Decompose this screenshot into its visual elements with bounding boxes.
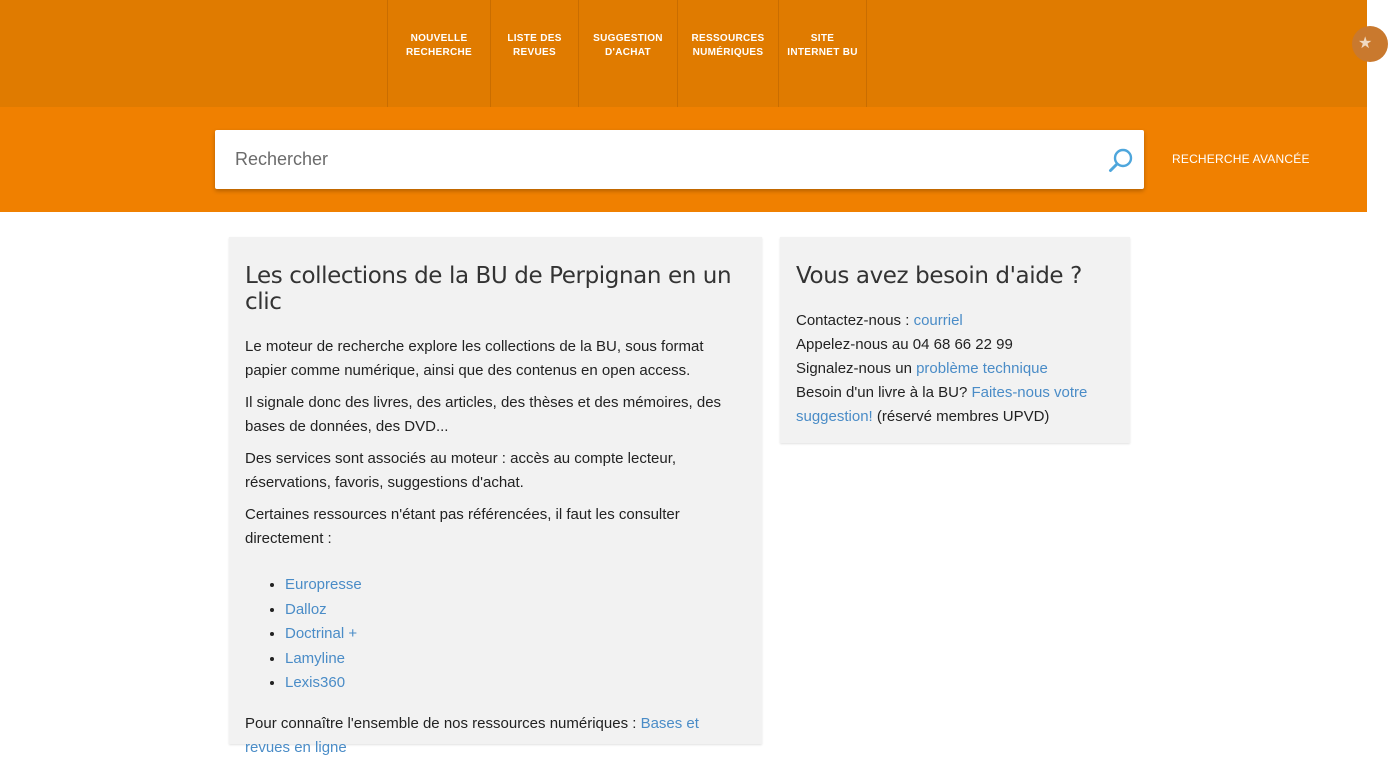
collections-paragraph: Certaines ressources n'étant pas référencées, il faut les consulter directement : — [245, 506, 680, 547]
collections-card — [229, 237, 762, 756]
link-bases-revues[interactable]: Bases et revues en ligne — [245, 714, 699, 756]
help-title: Vous avez besoin d'aide ? — [796, 263, 1082, 289]
link-dalloz[interactable]: Dalloz — [285, 600, 327, 618]
help-phone: Appelez-nous au 04 68 66 22 99 — [796, 336, 1013, 353]
collections-paragraph: Le moteur de recherche explore les collections de la BU, sous format papier comme numérique, ainsi que des contenus en open access. — [245, 338, 704, 379]
link-europresse[interactable]: Europresse — [285, 576, 362, 593]
nav-menu — [387, 0, 867, 107]
nav-label: NOUVELLE RECHERCHE — [405, 33, 473, 58]
book-note: (réservé membres UPVD) — [872, 408, 1050, 425]
link-suggestion[interactable]: Faites-nous votre suggestion! — [796, 384, 1088, 425]
book-text: Besoin d'un livre à la BU? — [796, 384, 972, 401]
nav-label: LISTE DES REVUES — [507, 33, 562, 58]
link-lamyline[interactable]: Lamyline — [285, 649, 346, 667]
star-icon[interactable]: ★ — [1352, 26, 1388, 62]
collections-title: Les collections de la BU de Perpignan en un clic — [245, 263, 732, 315]
list-item — [285, 598, 746, 623]
nav-label: SUGGESTION D'ACHAT — [593, 33, 663, 58]
search-box — [215, 130, 1144, 189]
list-item — [285, 671, 746, 696]
link-courriel[interactable]: courriel — [913, 312, 963, 329]
link-lexis360[interactable]: Lexis360 — [285, 674, 346, 692]
link-probleme-technique[interactable]: problème technique — [916, 360, 1048, 377]
collections-footer — [245, 712, 746, 760]
help-card — [780, 237, 1130, 443]
report-text: Signalez-nous un — [796, 360, 917, 377]
nav-site-internet-bu[interactable] — [778, 0, 867, 107]
nav-suggestion-achat[interactable] — [578, 0, 677, 107]
footer-text: Pour connaître l'ensemble de nos ressources numériques : — [245, 714, 641, 732]
list-item — [285, 622, 746, 647]
nav-label: RESSOURCES NUMÉRIQUES — [691, 33, 765, 58]
list-item — [285, 573, 746, 598]
help-contact — [796, 309, 1114, 333]
list-item — [285, 647, 746, 672]
nav-liste-des-revues[interactable] — [490, 0, 578, 107]
nav-nouvelle-recherche[interactable] — [387, 0, 490, 107]
search-input[interactable] — [215, 130, 1075, 189]
collections-paragraph: Il signale donc des livres, des articles, des thèses et des mémoires, des bases de données, des DVD... — [245, 394, 722, 435]
search-icon[interactable] — [1108, 147, 1134, 173]
search-band — [0, 107, 1367, 212]
top-navigation — [0, 0, 1373, 107]
nav-label: SITE INTERNET BU — [787, 33, 858, 58]
contact-text: Contactez-nous : — [796, 312, 914, 329]
help-book — [796, 381, 1114, 429]
nav-ressources-numeriques[interactable] — [677, 0, 778, 107]
link-doctrinal[interactable]: Doctrinal + — [285, 625, 358, 643]
resource-list — [245, 573, 746, 696]
collections-paragraph: Des services sont associés au moteur : accès au compte lecteur, réservations, favoris, suggestions d'achat. — [245, 450, 677, 491]
help-report — [796, 357, 1114, 381]
advanced-search-link[interactable]: RECHERCHE AVANCÉE — [1172, 152, 1310, 166]
